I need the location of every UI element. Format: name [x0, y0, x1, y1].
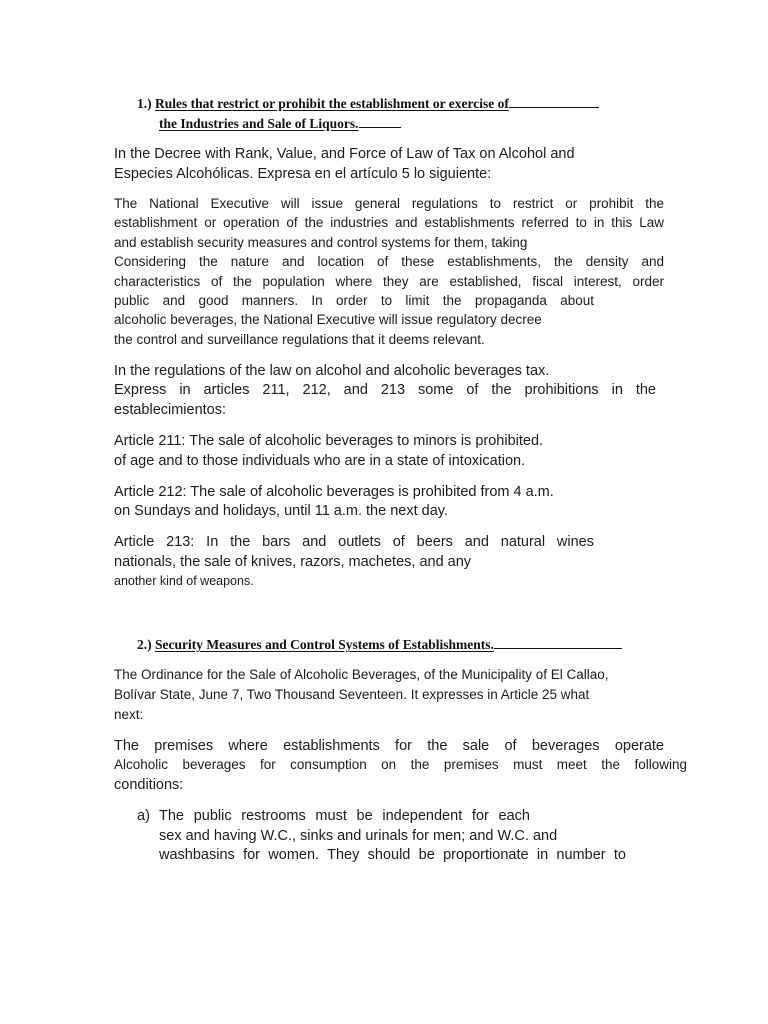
para1-line1: In the Decree with Rank, Value, and Force of Law of Tax on Alcohol and	[114, 146, 575, 162]
art213-line1: Article 213: In the bars and outlets of beers and natural wines	[114, 534, 594, 550]
para2-line3: and establish security measures and control systems for them, taking	[114, 235, 528, 250]
para5-line3: conditions:	[114, 777, 184, 793]
section-1-title-line1: Rules that restrict or prohibit the establishment or exercise of	[155, 96, 509, 111]
section-1-underline-tail-2	[359, 115, 401, 128]
section-2-heading	[137, 636, 622, 653]
list-item-a-marker: a)	[137, 808, 150, 824]
section-1-underline-tail	[509, 95, 599, 108]
art211-line1: Article 211: The sale of alcoholic beverages to minors is prohibited.	[114, 433, 544, 449]
section-1-number: 1.)	[137, 96, 152, 111]
section-2-underline-tail	[494, 636, 622, 649]
para2-line7: alcoholic beverages, the National Executive will issue regulatory decree	[114, 312, 542, 327]
para2-line5: characteristics of the population where they are established, fiscal interest, order	[114, 274, 664, 289]
para5-line1: The premises where establishments for the sale of beverages operate	[114, 738, 664, 754]
para5-line2: Alcoholic beverages for consumption on the premises must meet the following	[114, 757, 687, 772]
para2-line6: public and good manners. In order to limit the propaganda about	[114, 293, 594, 308]
section-1-title-line2: the Industries and Sale of Liquors.	[159, 116, 359, 131]
section-1-heading-line2	[159, 115, 401, 132]
art212-line1: Article 212: The sale of alcoholic beverages is prohibited from 4 a.m.	[114, 484, 554, 500]
para3-line2: Express in articles 211, 212, and 213 some of the prohibitions in the	[114, 382, 656, 398]
section-1-heading	[137, 95, 599, 112]
para4-line1: The Ordinance for the Sale of Alcoholic Beverages, of the Municipality of El Callao,	[114, 667, 609, 682]
section-2-number: 2.)	[137, 637, 152, 652]
para2-line1: The National Executive will issue general regulations to restrict or prohibit the	[114, 196, 664, 211]
art213-line2: nationals, the sale of knives, razors, machetes, and any	[114, 554, 472, 570]
art213-line3: another kind of weapons.	[114, 574, 254, 588]
para3-line3: establecimientos:	[114, 402, 227, 418]
art212-line2: on Sundays and holidays, until 11 a.m. the next day.	[114, 503, 448, 519]
para2-line8: the control and surveillance regulations that it deems relevant.	[114, 332, 485, 347]
list-item-a-line3: washbasins for women. They should be proportionate in number to	[159, 847, 626, 863]
para2-line2: establishment or operation of the industries and establishments referred to in this Law	[114, 215, 664, 230]
para3-line1: In the regulations of the law on alcohol and alcoholic beverages tax.	[114, 363, 550, 379]
para2-line4: Considering the nature and location of these establishments, the density and	[114, 254, 664, 269]
para4-line2: Bolívar State, June 7, Two Thousand Seventeen. It expresses in Article 25 what	[114, 687, 590, 702]
list-item-a-line2: sex and having W.C., sinks and urinals for men; and W.C. and	[159, 828, 558, 844]
section-2-title: Security Measures and Control Systems of Establishments.	[155, 637, 494, 652]
art211-line2: of age and to those individuals who are in a state of intoxication.	[114, 453, 526, 469]
list-item-a-line1: The public restrooms must be independent for each	[159, 808, 530, 824]
para4-line3: next:	[114, 707, 144, 722]
para1-line2: Especies Alcohólicas. Expresa en el artículo 5 lo siguiente:	[114, 166, 492, 182]
